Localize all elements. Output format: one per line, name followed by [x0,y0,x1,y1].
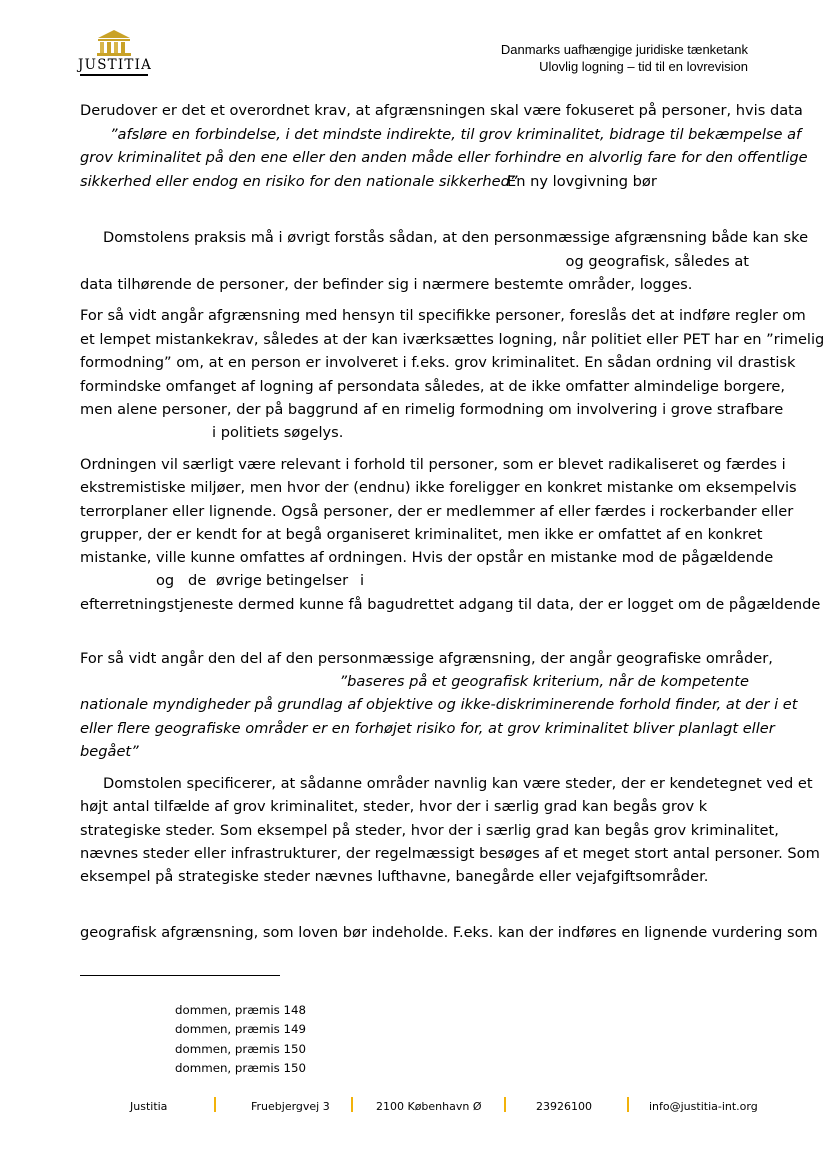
paragraph-line: For så vidt angår den del af den personmæssige afgrænsning, der angår geografiske områder, [80,650,773,667]
footer-email[interactable]: info@justitia-int.org [649,1100,758,1113]
building-icon [78,30,150,58]
paragraph-line: mistanke, ville kunne omfattes af ordningen. Hvis der opstår en mistanke mod de pågældende [80,549,774,566]
footer-name: Justitia [130,1100,168,1113]
paragraph-line: geografisk afgrænsning, som loven bør indeholde. F.eks. kan der indføres en lignende vurdering som [80,924,818,941]
quote-line: begået” [80,743,139,760]
paragraph-line: og geografisk, således at [565,253,749,270]
paragraph-line: Domstolen specificerer, at sådanne områder navnlig kan være steder, der er kendetegnet ved et [103,775,813,792]
quote-line: ”afsløre en forbindelse, i det mindste indirekte, til grov kriminalitet, bidrage til bekæmpelse af [110,126,802,143]
paragraph-word: de [188,572,207,589]
justitia-logo [78,30,153,78]
paragraph-line: formindske omfanget af logning af persondata således, at de ikke omfatter almindelige borgere, [80,378,785,395]
paragraph-line: strategiske steder. Som eksempel på steder, hvor der i særlig grad kan begås grov kriminalitet, [80,822,779,839]
paragraph-line: efterretningstjeneste dermed kunne få bagudrettet adgang til data, der er logget om de pågældende [80,596,821,613]
paragraph-line: eksempel på strategiske steder nævnes lufthavne, banegårde eller vejafgiftsområder. [80,868,709,885]
paragraph-line: nævnes steder eller infrastrukturer, der regelmæssigt besøges af et meget stort antal personer. Som [80,845,820,862]
quote-line: nationale myndigheder på grundlag af objektive og ikke-diskriminerende forhold finder, at der i et [80,696,798,713]
paragraph-word: og [156,572,175,589]
quote-line: grov kriminalitet på den ene eller den anden måde eller forhindre en alvorlig fare for den offentlige [80,149,808,166]
footnote: dommen, præmis 150 [175,1042,307,1056]
logo-text: JUSTITIA [78,57,153,73]
logo-underline [80,74,148,76]
footer-city: 2100 København Ø [376,1100,482,1113]
paragraph-line: data tilhørende de personer, der befinder sig i nærmere bestemte områder, logges. [80,276,693,293]
paragraph-line: ekstremistiske miljøer, men hvor der (endnu) ikke foreligger en konkret mistanke om eksempelvis [80,479,797,496]
footer-divider [504,1097,506,1112]
footnote: dommen, præmis 148 [175,1003,307,1017]
footnote: dommen, præmis 150 [175,1061,307,1075]
footnote: dommen, præmis 149 [175,1022,307,1036]
paragraph-line: Derudover er det et overordnet krav, at afgrænsningen skal være fokuseret på personer, hvis data [80,102,803,119]
paragraph-word: i [360,572,365,589]
paragraph-line: men alene personer, der på baggrund af en rimelig formodning om involvering i grove strafbare [80,401,784,418]
header-subtitle: Ulovlig logning – tid til en lovrevision [539,59,748,74]
quote-line: eller flere geografiske områder er en forhøjet risiko for, at grov kriminalitet bliver planlagt eller [80,720,775,737]
paragraph-line: For så vidt angår afgrænsning med hensyn til specifikke personer, foreslås det at indføre regler om [80,307,806,324]
footer-divider [351,1097,353,1112]
paragraph-line: højt antal tilfælde af grov kriminalitet, steder, hvor der i særlig grad kan begås grov k [80,798,708,815]
footer-phone: 23926100 [536,1100,592,1113]
header-org: Danmarks uafhængige juridiske tænketank [500,42,748,57]
paragraph-line: et lempet mistankekrav, således at der kan iværksættes logning, når politiet eller PET har en ”rimelig [80,331,825,348]
footer-divider [214,1097,216,1112]
paragraph-line: grupper, der er kendt for at begå organiseret kriminalitet, men ikke er omfattet af en konkret [80,526,763,543]
quote-line: sikkerhed eller endog en risiko for den nationale sikkerhed” [80,173,518,190]
quote-line: ”baseres på et geografisk kriterium, når de kompetente [339,673,749,690]
paragraph-word: betingelser [266,572,349,589]
footer-street: Fruebjergvej 3 [251,1100,330,1113]
paragraph-word: øvrige [216,572,262,589]
paragraph-line: Ordningen vil særligt være relevant i forhold til personer, som er blevet radikaliseret og færdes i [80,456,786,473]
footnote-separator [80,975,280,976]
paragraph-line: formodning” om, at en person er involveret i f.eks. grov kriminalitet. En sådan ordning vil drastisk [80,354,796,371]
paragraph-line: terrorplaner eller lignende. Også personer, der er medlemmer af eller færdes i rockerbander eller [80,503,794,520]
paragraph-line: i politiets søgelys. [212,424,344,441]
footer-divider [627,1097,629,1112]
paragraph-line: En ny lovgivning bør [507,173,657,190]
paragraph-line: Domstolens praksis må i øvrigt forstås sådan, at den personmæssige afgrænsning både kan ske [103,229,809,246]
